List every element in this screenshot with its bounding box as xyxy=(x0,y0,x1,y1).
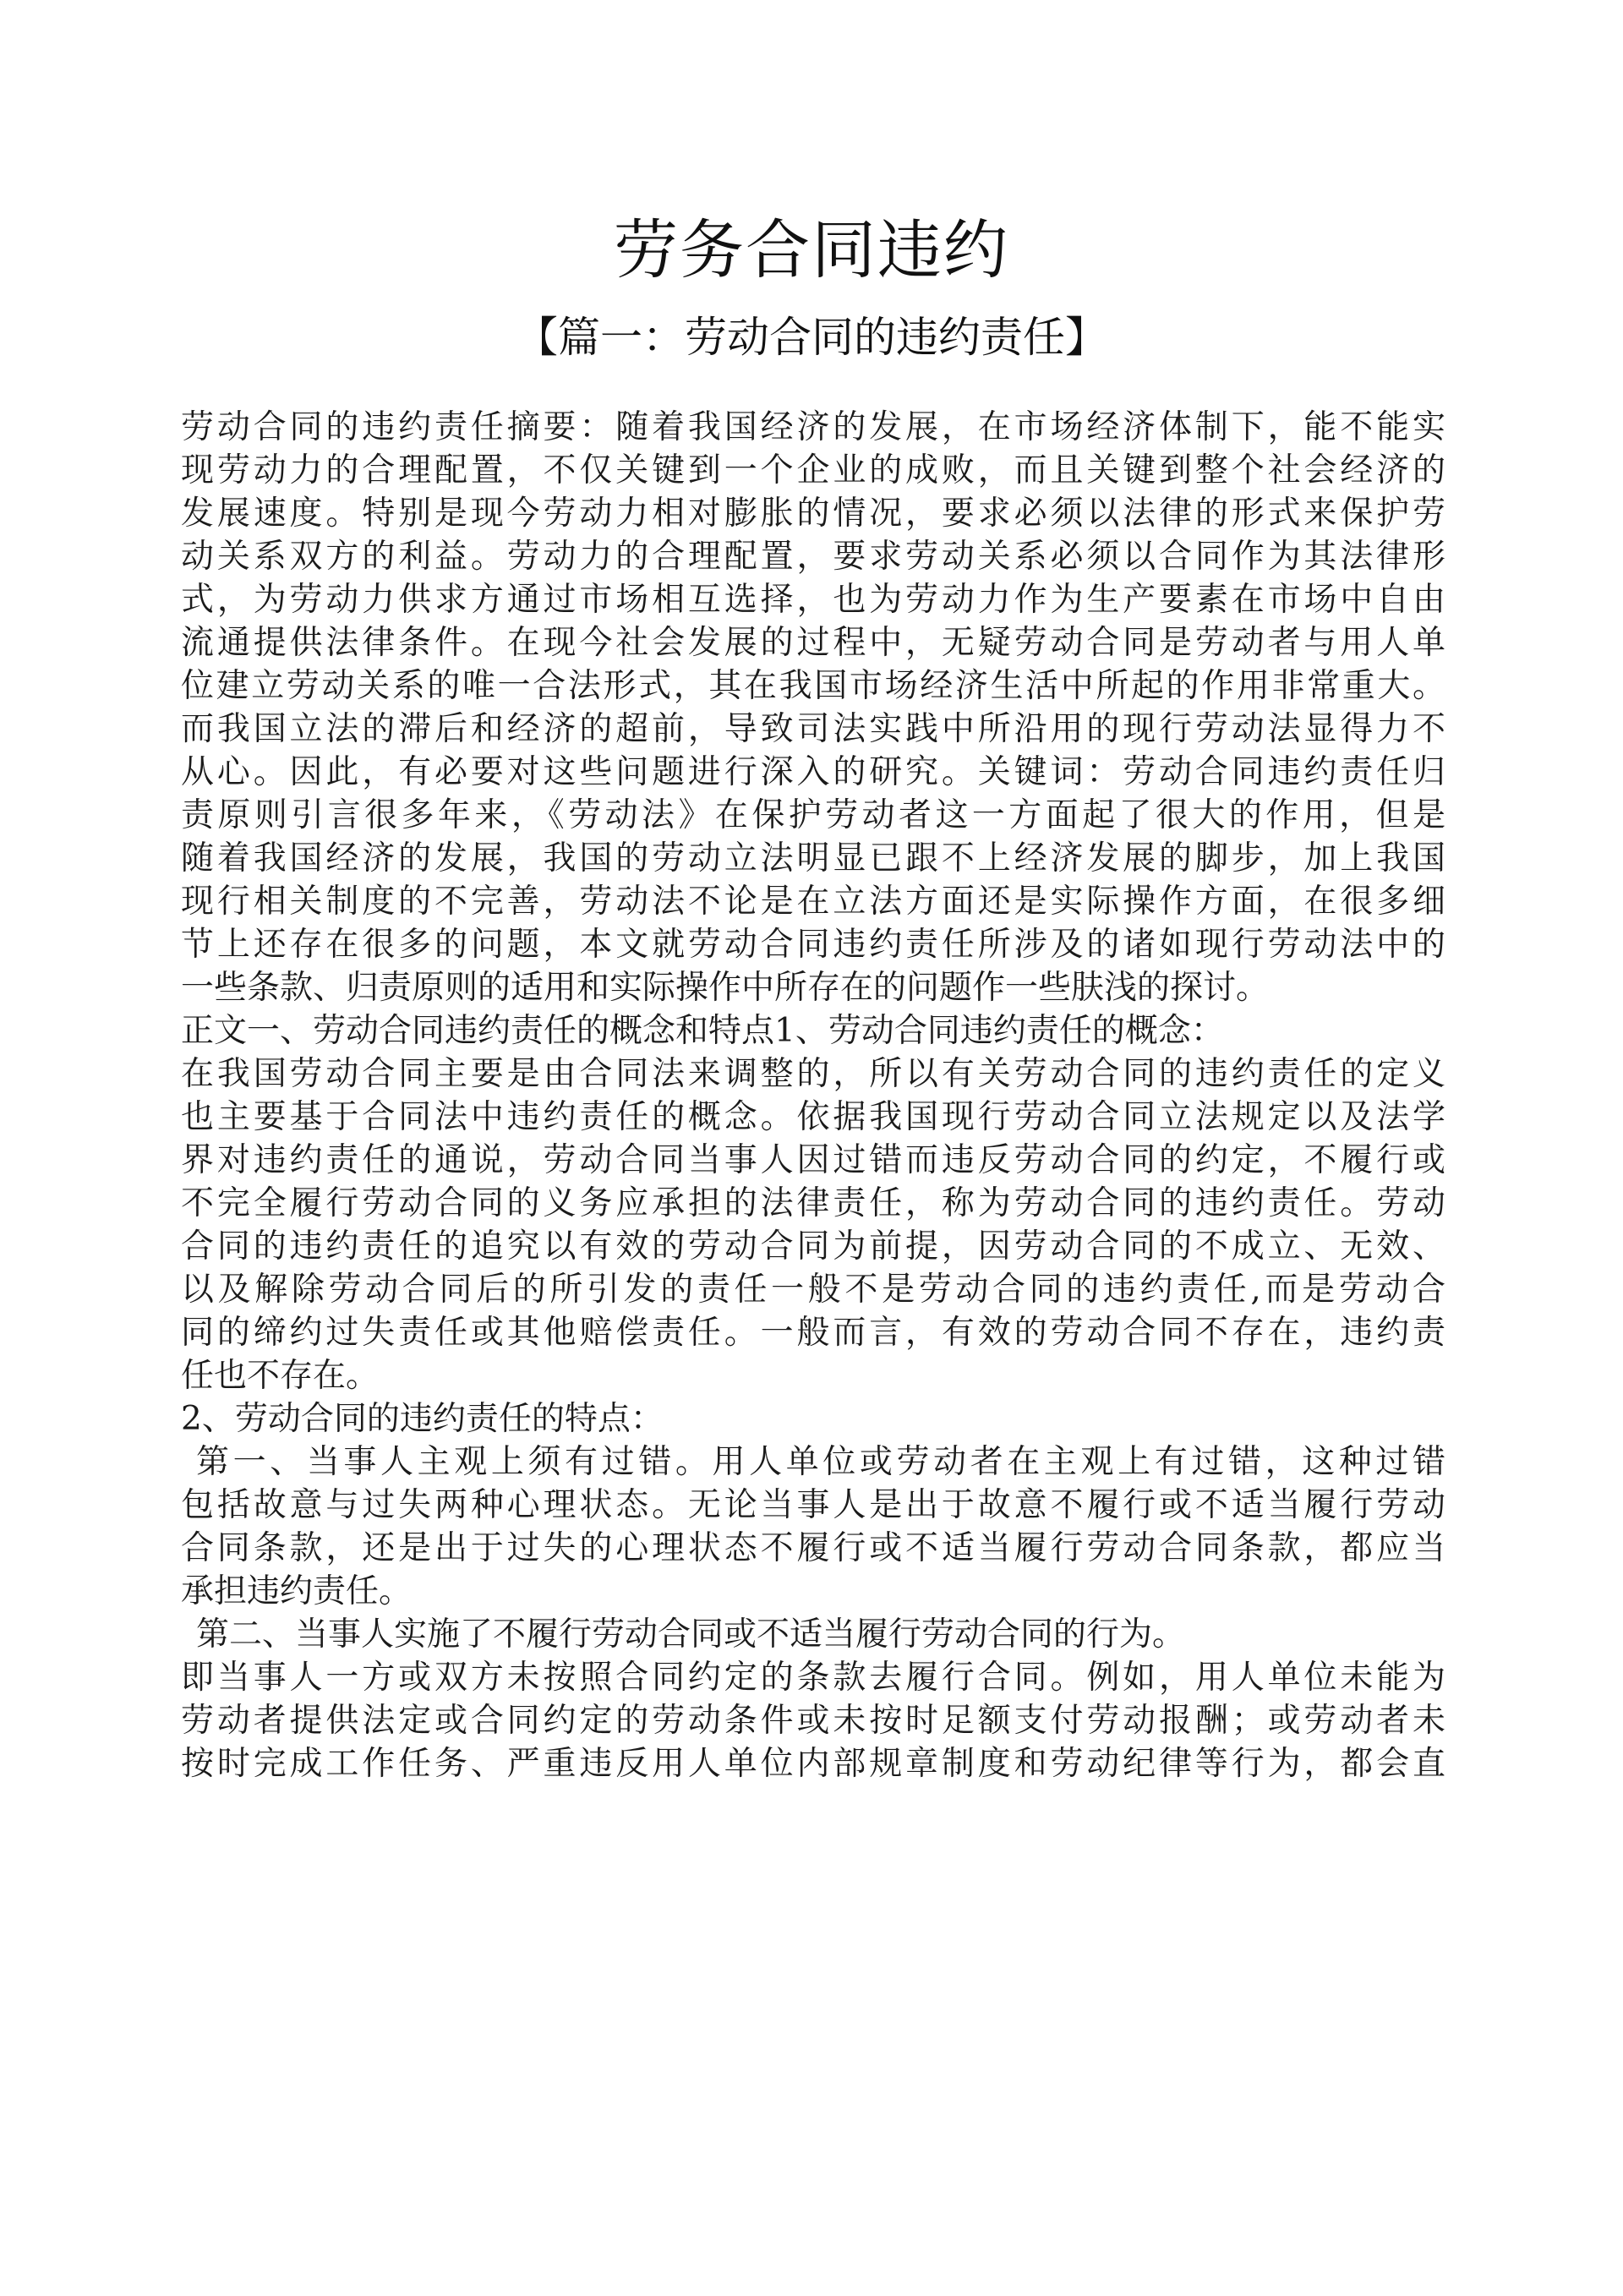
text-line: 动关系双方的利益。劳动力的合理配置，要求劳动关系必须以合同作为其法律形 xyxy=(181,538,1445,576)
text-line: 承担违约责任。 xyxy=(181,1572,413,1610)
document-title: 劳务合同违约 xyxy=(614,212,1009,287)
text-line: 从心。因此，有必要对这些问题进行深入的研究。关键词：劳动合同违约责任归 xyxy=(181,753,1445,791)
text-line: 不完全履行劳动合同的义务应承担的法律责任，称为劳动合同的违约责任。劳动 xyxy=(181,1184,1445,1222)
text-line: 以及解除劳动合同后的所引发的责任一般不是劳动合同的违约责任,而是劳动合 xyxy=(181,1271,1445,1309)
text-line: 包括故意与过失两种心理状态。无论当事人是出于故意不履行或不适当履行劳动 xyxy=(181,1486,1445,1524)
text-line: 即当事人一方或双方未按照合同约定的条款去履行合同。例如，用人单位未能为 xyxy=(181,1659,1445,1697)
text-line: 劳动者提供法定或合同约定的劳动条件或未按时足额支付劳动报酬；或劳动者未 xyxy=(181,1702,1445,1740)
text-line: 现行相关制度的不完善，劳动法不论是在立法方面还是实际操作方面，在很多细 xyxy=(181,883,1445,921)
text-line: 按时完成工作任务、严重违反用人单位内部规章制度和劳动纪律等行为，都会直 xyxy=(181,1745,1445,1783)
text-line: 在我国劳动合同主要是由合同法来调整的，所以有关劳动合同的违约责任的定义 xyxy=(181,1055,1445,1093)
text-line: 第一、当事人主观上须有过错。用人单位或劳动者在主观上有过错，这种过错 xyxy=(196,1443,1445,1481)
text-line: 位建立劳动关系的唯一合法形式，其在我国市场经济生活中所起的作用非常重大。 xyxy=(181,667,1445,705)
document-body xyxy=(181,406,1445,1785)
text-line: 随着我国经济的发展，我国的劳动立法明显已跟不上经济发展的脚步，加上我国 xyxy=(181,839,1445,877)
text-line: 界对违约责任的通说，劳动合同当事人因过错而违反劳动合同的约定，不履行或 xyxy=(181,1141,1445,1179)
text-line: 发展速度。特别是现今劳动力相对膨胀的情况，要求必须以法律的形式来保护劳 xyxy=(181,495,1445,533)
text-line: 劳动合同的违约责任摘要：随着我国经济的发展，在市场经济体制下，能不能实 xyxy=(181,408,1445,446)
text-line: 同的缔约过失责任或其他赔偿责任。一般而言，有效的劳动合同不存在，违约责 xyxy=(181,1314,1445,1352)
section-heading: 【篇一：劳动合同的违约责任】 xyxy=(516,313,1107,362)
text-line: 正文一、劳动合同违约责任的概念和特点1、劳动合同违约责任的概念： xyxy=(181,1012,1224,1050)
text-line: 一些条款、归责原则的适用和实际操作中所存在的问题作一些肤浅的探讨。 xyxy=(181,969,1270,1007)
text-line: 合同条款，还是出于过失的心理状态不履行或不适当履行劳动合同条款，都应当 xyxy=(181,1529,1445,1567)
text-line: 流通提供法律条件。在现今社会发展的过程中，无疑劳动合同是劳动者与用人单 xyxy=(181,624,1445,662)
text-line: 2、劳动合同的违约责任的特点： xyxy=(181,1400,664,1438)
text-line: 现劳动力的合理配置，不仅关键到一个企业的成败，而且关键到整个社会经济的 xyxy=(181,451,1445,489)
text-line: 式，为劳动力供求方通过市场相互选择，也为劳动力作为生产要素在市场中自由 xyxy=(181,581,1445,619)
text-line: 也主要基于合同法中违约责任的概念。依据我国现行劳动合同立法规定以及法学 xyxy=(181,1098,1445,1136)
text-line: 任也不存在。 xyxy=(181,1357,380,1395)
text-line: 节上还存在很多的问题，本文就劳动合同违约责任所涉及的诸如现行劳动法中的 xyxy=(181,926,1445,964)
text-line: 而我国立法的滞后和经济的超前，导致司法实践中所沿用的现行劳动法显得力不 xyxy=(181,710,1445,748)
text-line: 责原则引言很多年来，《劳动法》在保护劳动者这一方面起了很大的作用，但是 xyxy=(181,796,1445,834)
text-line: 第二、当事人实施了不履行劳动合同或不适当履行劳动合同的行为。 xyxy=(196,1615,1186,1654)
text-line: 合同的违约责任的追究以有效的劳动合同为前提，因劳动合同的不成立、无效、 xyxy=(181,1227,1445,1266)
